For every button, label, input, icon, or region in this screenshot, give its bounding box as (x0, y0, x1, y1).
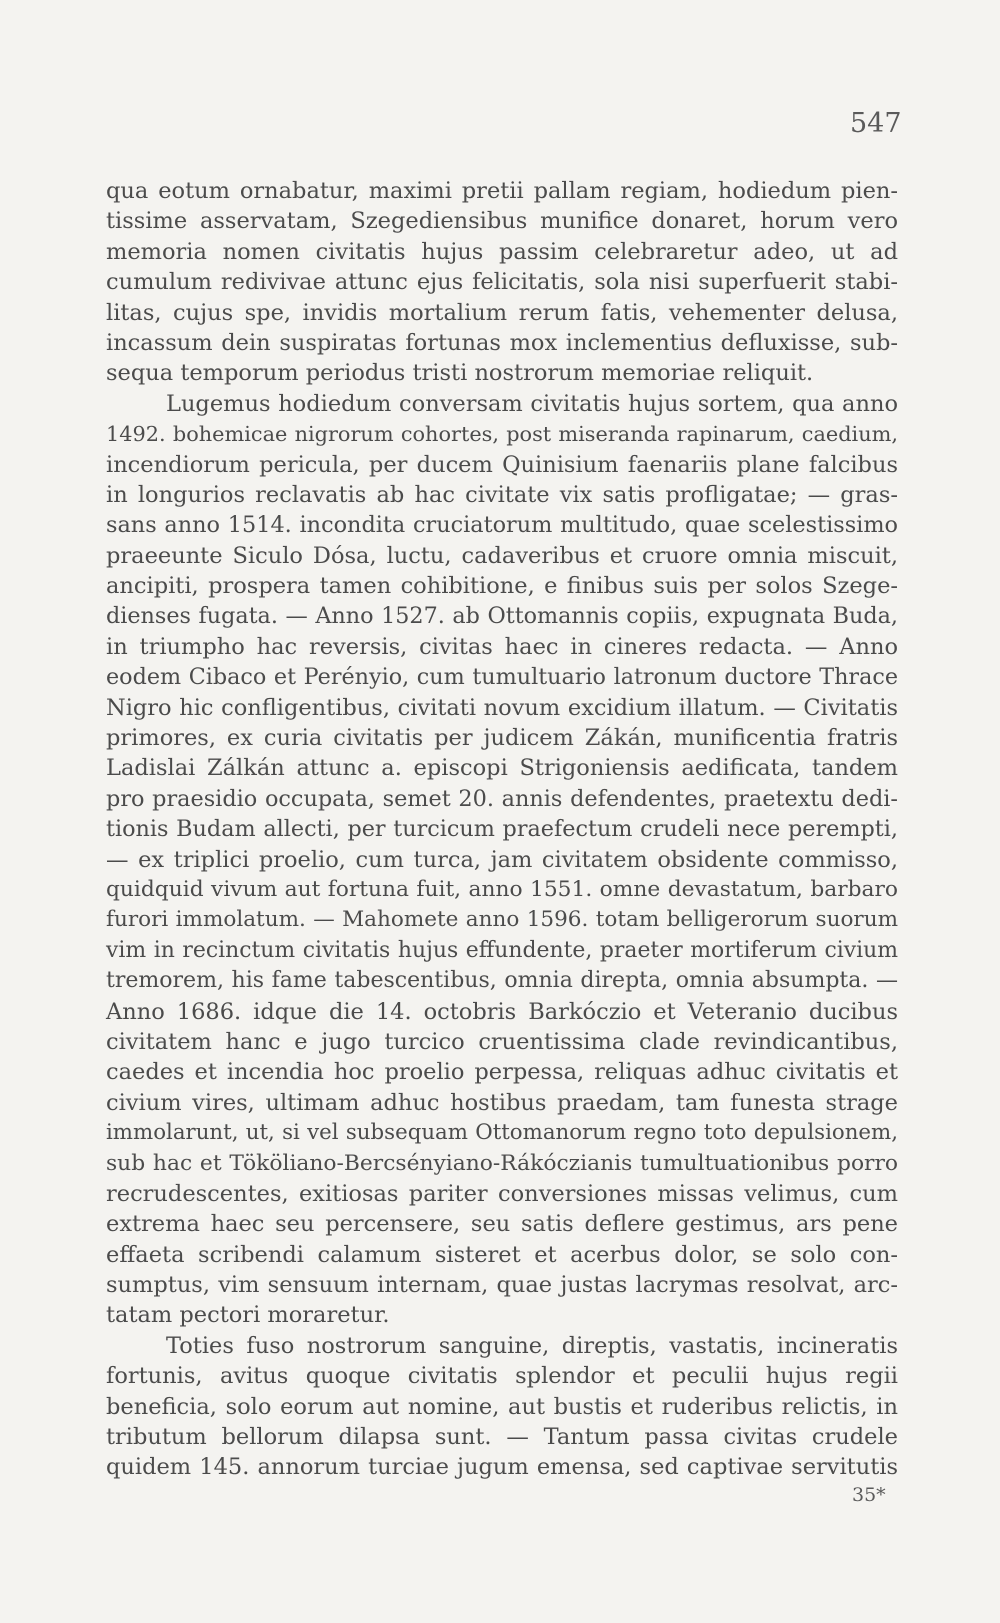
text-line: vim in recinctum civitatis hujus effundente, praeter mortiferum civium (106, 937, 898, 963)
signature-mark: 35* (852, 1484, 886, 1506)
text-line: incendiorum pericula, per ducem Quinisium faenariis plane falcibus (106, 451, 898, 478)
text-line: quidquid vivum aut fortuna fuit, anno 1551. omne devastatum, barbaro (106, 876, 898, 902)
text-line: — ex triplici proelio, cum turca, jam civitatem obsidente commisso, (106, 846, 898, 873)
text-line: 1492. bohemicae nigrorum cohortes, post miseranda rapinarum, caedium, (106, 422, 898, 447)
text-line: Lugemus hodiedum conversam civitatis hujus sortem, qua anno (166, 390, 898, 417)
page-number: 547 (850, 108, 902, 139)
text-line: civium vires, ultimam adhuc hostibus praedam, tam funesta strage (106, 1089, 898, 1116)
text-line: fortunis, avitus quoque civitatis splendor et peculii hujus regii (106, 1363, 898, 1390)
text-line: sumptus, vim sensuum internam, quae justas lacrymas resolvat, arc- (106, 1272, 898, 1299)
text-line: eodem Cibaco et Perényio, cum tumultuario latronum ductore Thrace (106, 664, 898, 691)
text-line: sans anno 1514. incondita cruciatorum multitudo, quae scelestissimo (106, 512, 898, 539)
text-line: tremorem, his fame tabescentibus, omnia direpta, omnia absumpta. — (106, 968, 898, 994)
text-line: tissime asservatam, Szegediensibus munifice donaret, horum vero (106, 208, 898, 235)
text-line: beneficia, solo eorum aut nomine, aut bustis et ruderibus relictis, in (106, 1393, 898, 1420)
text-line: tionis Budam allecti, per turcicum praefectum crudeli nece perempti, (106, 816, 898, 843)
body-text (106, 176, 898, 1483)
text-line: tributum bellorum dilapsa sunt. — Tantum passa civitas crudele (106, 1424, 898, 1451)
text-line: dienses fugata. — Anno 1527. ab Ottomannis copiis, expugnata Buda, (106, 603, 898, 630)
text-line: in triumpho hac reversis, civitas haec in cineres redacta. — Anno (106, 633, 898, 660)
text-line: in longurios reclavatis ab hac civitate vix satis profligatae; — gras- (106, 481, 898, 508)
text-line: civitatem hanc e jugo turcico cruentissima clade revindicantibus, (106, 1028, 898, 1055)
text-line: qua eotum ornabatur, maximi pretii pallam regiam, hodiedum pien- (106, 178, 898, 204)
text-line: immolarunt, ut, si vel subsequam Ottomanorum regno toto depulsionem, (106, 1120, 898, 1146)
text-line: effaeta scribendi calamum sisteret et acerbus dolor, se solo con- (106, 1241, 898, 1268)
text-line: Anno 1686. idque die 14. octobris Barkóczio et Veteranio ducibus (106, 998, 898, 1025)
text-line: ancipiti, prospera tamen cohibitione, e finibus suis per solos Szege- (106, 573, 898, 600)
text-line: cumulum redivivae attunc ejus felicitatis, sola nisi superfuerit stabi- (106, 269, 898, 296)
text-line: Ladislai Zálkán attunc a. episcopi Strigoniensis aedificata, tandem (106, 755, 898, 782)
text-line: sub hac et Tököliano-Bercsényiano-Rákóczianis tumultuationibus porro (106, 1150, 898, 1176)
text-line: furori immolatum. — Mahomete anno 1596. totam belligerorum suorum (106, 907, 898, 933)
text-line: praeeunte Siculo Dósa, luctu, cadaveribus et cruore omnia miscuit, (106, 542, 898, 569)
text-line: litas, cujus spe, invidis mortalium rerum fatis, vehementer delusa, (106, 299, 898, 326)
text-line: Toties fuso nostrorum sanguine, direptis, vastatis, incineratis (166, 1332, 898, 1359)
text-line: memoria nomen civitatis hujus passim celebraretur adeo, ut ad (106, 238, 898, 265)
text-line: tatam pectori moraretur. (106, 1302, 390, 1329)
text-line: pro praesidio occupata, semet 20. annis defendentes, praetextu dedi- (106, 785, 898, 812)
text-line: caedes et incendia hoc proelio perpessa, reliquas adhuc civitatis et (106, 1059, 898, 1086)
text-line: Nigro hic confligentibus, civitati novum excidium illatum. — Civitatis (106, 694, 898, 721)
text-line: sequa temporum periodus tristi nostrorum memoriae reliquit. (106, 360, 814, 387)
text-line: recrudescentes, exitiosas pariter conversiones missas velimus, cum (106, 1180, 898, 1207)
text-line: primores, ex curia civitatis per judicem Zákán, munificentia fratris (106, 725, 898, 752)
text-line: extrema haec seu percensere, seu satis deflere gestimus, ars pene (106, 1211, 898, 1238)
text-line: quidem 145. annorum turciae jugum emensa, sed captivae servitutis (106, 1454, 898, 1481)
text-line: incassum dein suspiratas fortunas mox inclementius defluxisse, sub- (106, 329, 898, 356)
